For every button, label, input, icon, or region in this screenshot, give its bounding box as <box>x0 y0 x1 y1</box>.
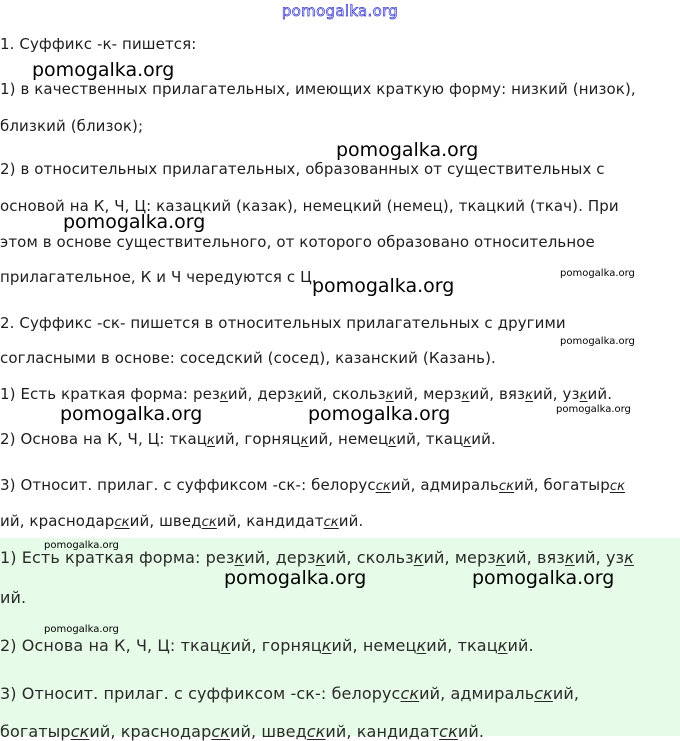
text-fragment: ий. <box>587 385 613 403</box>
text-fragment: 3) Относит. прилаг. с суффиксом -ск-: белорус <box>0 684 401 703</box>
text-fragment: ий, богатыр <box>514 476 610 494</box>
text-fragment: ий, горняц <box>215 430 301 448</box>
rule-1-point-2-line-2: основой на К, Ч, Ц: казацкий (казак), немецкий (немец), ткацкий (ткач). При <box>0 197 619 215</box>
suffix-k: к <box>525 388 534 403</box>
text-fragment: ий, ткац <box>426 636 498 655</box>
text-fragment: ий, мерз <box>393 385 462 403</box>
rule-1-point-2-line-3: этом в основе существительного, от которого образовано относительное <box>0 233 595 251</box>
suffix-k: к <box>495 548 506 567</box>
text-fragment: 3) Относит. прилаг. с суффиксом -ск-: белорус <box>0 476 376 494</box>
text-fragment: 2) Основа на К, Ч, Ц: ткац <box>0 636 221 655</box>
text-fragment: ий, кандидат <box>216 512 324 530</box>
text-fragment: ий, немец <box>331 636 417 655</box>
watermark: pomogalka.org <box>63 211 206 233</box>
text-fragment: ий, дерз <box>244 548 316 567</box>
suffix-k: к <box>416 636 427 655</box>
watermark-small: pomogalka.org <box>44 624 119 635</box>
text-fragment: ий. <box>338 512 364 530</box>
text-fragment: ий. <box>471 430 496 448</box>
suffix-k: к <box>300 433 309 448</box>
suffix-sk: ск <box>114 515 130 530</box>
text-fragment: 2) Основа на К, Ч, Ц: ткац <box>0 430 208 448</box>
text-fragment: богатыр <box>0 722 71 741</box>
suffix-k: к <box>385 388 394 403</box>
suffix-k: к <box>207 433 215 448</box>
suffix-sk: ск <box>70 722 90 741</box>
suffix-k: к <box>624 548 634 567</box>
text-fragment: ий. <box>457 722 485 741</box>
green-answer-line-5 <box>0 722 484 741</box>
suffix-k: к <box>321 636 332 655</box>
watermark-small: pomogalka.org <box>560 268 635 279</box>
text-fragment: ий. <box>507 636 534 655</box>
text-fragment: 1) Есть краткая форма: рез <box>0 385 220 403</box>
text-fragment: ий, мерз <box>423 548 496 567</box>
watermark-small: pomogalka.org <box>44 540 119 551</box>
rule-1-point-2-line-4: прилагательное, К и Ч чередуются с Ц. <box>0 268 317 286</box>
suffix-k: к <box>315 548 326 567</box>
suffix-k: к <box>294 388 303 403</box>
watermark: pomogalka.org <box>336 139 479 161</box>
text-fragment: ий, адмираль <box>390 476 499 494</box>
text-fragment: ий, горняц <box>230 636 322 655</box>
site-header-link[interactable]: pomogalka.org <box>281 2 399 20</box>
text-fragment: ий. <box>0 588 27 607</box>
suffix-sk: ск <box>375 479 391 494</box>
text-fragment: ий, адмираль <box>419 684 535 703</box>
text-fragment: ий, ткац <box>396 430 464 448</box>
suffix-k: к <box>497 636 508 655</box>
rule-2-line-2: согласными в основе: соседский (сосед), казанский (Казань). <box>0 349 496 367</box>
text-fragment: ий, швед <box>129 512 202 530</box>
rule-2-line-1: 2. Суффикс -ск- пишется в относительных прилагательных с другими <box>0 314 566 332</box>
text-fragment: ий, краснодар <box>0 512 115 530</box>
watermark: pomogalka.org <box>60 403 203 425</box>
suffix-k: к <box>388 433 397 448</box>
watermark: pomogalka.org <box>312 275 455 297</box>
watermark: pomogalka.org <box>32 59 175 81</box>
green-answer-line-3 <box>0 636 534 655</box>
suffix-sk: ск <box>400 684 420 703</box>
text-fragment: ий, уз <box>533 385 580 403</box>
text-fragment: ий, краснодар <box>89 722 212 741</box>
text-fragment: ий, вяз <box>505 548 565 567</box>
suffix-k: к <box>234 548 245 567</box>
watermark-small: pomogalka.org <box>560 336 635 347</box>
answer-line-3 <box>0 476 625 494</box>
suffix-sk: ск <box>323 515 339 530</box>
watermark: pomogalka.org <box>472 567 615 589</box>
suffix-sk: ск <box>201 515 217 530</box>
watermark: pomogalka.org <box>224 567 367 589</box>
text-fragment: ий, скольз <box>302 385 386 403</box>
suffix-sk: ск <box>498 479 515 494</box>
watermark-small: pomogalka.org <box>556 404 631 415</box>
text-fragment: ий, <box>552 684 580 703</box>
suffix-k: к <box>579 388 588 403</box>
text-fragment: ий, скольз <box>325 548 414 567</box>
answer-line-2 <box>0 430 496 448</box>
rule-1-point-2-line-1: 2) в относительных прилагательных, образованных от существительных с <box>0 160 605 178</box>
suffix-sk: ск <box>211 722 230 741</box>
text-fragment: 1) Есть краткая форма: рез <box>0 548 235 567</box>
rule-1-title: 1. Суффикс -к- пишется: <box>0 35 197 53</box>
suffix-sk: ск <box>306 722 326 741</box>
suffix-k: к <box>413 548 424 567</box>
rule-1-point-1-line-1: 1) в качественных прилагательных, имеющих краткую форму: низкий (низок), <box>0 80 636 98</box>
green-answer-line-2 <box>0 588 26 607</box>
suffix-k: к <box>564 548 575 567</box>
text-fragment: ий, кандидат <box>325 722 440 741</box>
suffix-k: к <box>219 388 228 403</box>
text-fragment: ий, немец <box>308 430 389 448</box>
answer-line-1 <box>0 385 612 403</box>
answer-line-4 <box>0 512 363 530</box>
suffix-sk: ск <box>609 479 626 494</box>
suffix-k: к <box>463 433 472 448</box>
rule-1-point-1-line-2: близкий (близок); <box>0 117 144 135</box>
suffix-sk: ск <box>534 684 553 703</box>
watermark: pomogalka.org <box>308 403 451 425</box>
suffix-sk: ск <box>439 722 458 741</box>
green-answer-line-4 <box>0 684 579 703</box>
suffix-k: к <box>461 388 470 403</box>
text-fragment: ий, уз <box>574 548 625 567</box>
text-fragment: ий, швед <box>230 722 307 741</box>
suffix-k: к <box>220 636 231 655</box>
text-fragment: ий, дерз <box>227 385 295 403</box>
text-fragment: ий, вяз <box>469 385 526 403</box>
